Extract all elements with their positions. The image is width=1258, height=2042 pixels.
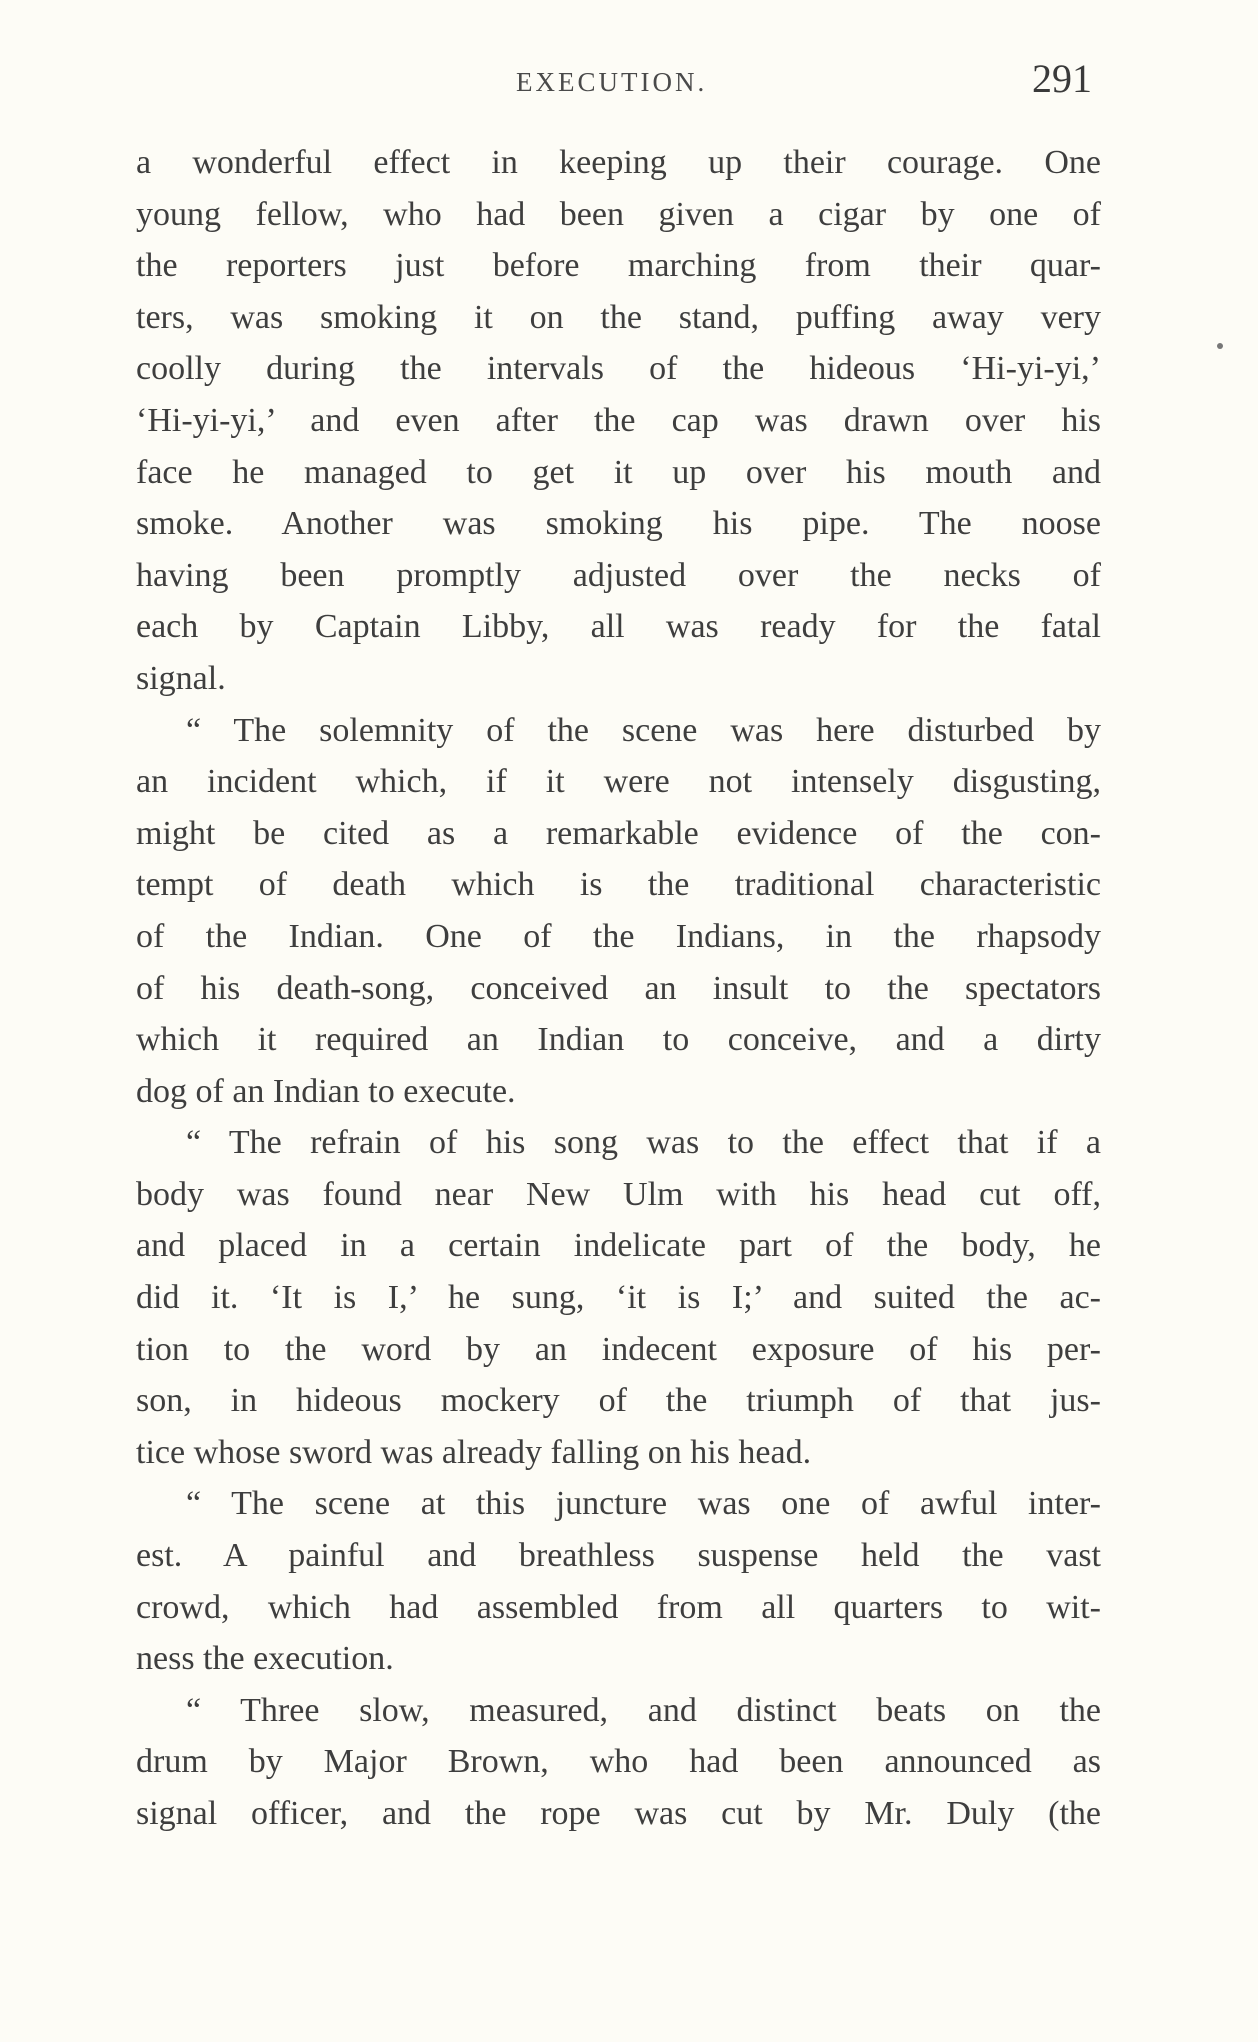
text-line: a wonderful effect in keeping up their courage. One (136, 144, 1101, 181)
text-line: having been promptly adjusted over the necks of (136, 556, 1101, 594)
text-line: est. A painful and breathless suspense held the vast (136, 1537, 1101, 1575)
text-line: ‘Hi-yi-yi,’ and even after the cap was drawn over his (136, 401, 1101, 439)
text-line: might be cited as a remarkable evidence of the con- (136, 814, 1101, 852)
text-line: young fellow, who had been given a cigar by one of (136, 195, 1101, 233)
text-line: an incident which, if it were not intensely disgusting, (136, 763, 1101, 801)
text-line: “ Three slow, measured, and distinct beats on the (186, 1691, 1101, 1729)
text-line: son, in hideous mockery of the triumph of that jus- (136, 1382, 1101, 1420)
text-line: body was found near New Ulm with his head cut off, (136, 1175, 1101, 1213)
text-line: “ The scene at this juncture was one of awful inter- (186, 1485, 1101, 1523)
text-line: of his death-song, conceived an insult to the spectators (136, 969, 1101, 1007)
text-line: “ The solemnity of the scene was here disturbed by (186, 711, 1101, 749)
margin-dot (1217, 343, 1223, 349)
text-line: face he managed to get it up over his mouth and (136, 453, 1101, 491)
text-line: dog of an Indian to execute. (136, 1072, 516, 1110)
running-header (0, 55, 1258, 105)
text-line: of the Indian. One of the Indians, in the rhapsody (136, 917, 1101, 955)
text-line: and placed in a certain indelicate part of the body, he (136, 1227, 1101, 1265)
text-line: signal officer, and the rope was cut by Mr. Duly (the (136, 1795, 1101, 1832)
text-line: ness the execution. (136, 1640, 394, 1678)
text-line: tion to the word by an indecent exposure of his per- (136, 1330, 1101, 1368)
text-line: smoke. Another was smoking his pipe. The noose (136, 505, 1101, 543)
text-line: signal. (136, 659, 226, 697)
text-line: did it. ‘It is I,’ he sung, ‘it is I;’ and suited the ac- (136, 1279, 1101, 1317)
running-title: EXECUTION. (516, 67, 708, 97)
text-line: drum by Major Brown, who had been announced as (136, 1743, 1101, 1781)
text-line: the reporters just before marching from their quar- (136, 247, 1101, 285)
text-line: ters, was smoking it on the stand, puffing away very (136, 298, 1101, 336)
text-line: each by Captain Libby, all was ready for the fatal (136, 608, 1101, 646)
page-number: 291 (1032, 56, 1092, 101)
text-line: “ The refrain of his song was to the effect that if a (186, 1124, 1101, 1162)
text-line: tice whose sword was already falling on his head. (136, 1433, 812, 1471)
text-line: crowd, which had assembled from all quarters to wit- (136, 1588, 1101, 1626)
text-line: coolly during the intervals of the hideous ‘Hi-yi-yi,’ (136, 350, 1101, 388)
body-text (136, 137, 1101, 1840)
text-line: tempt of death which is the traditional characteristic (136, 866, 1101, 904)
text-line: which it required an Indian to conceive, and a dirty (136, 1021, 1101, 1059)
